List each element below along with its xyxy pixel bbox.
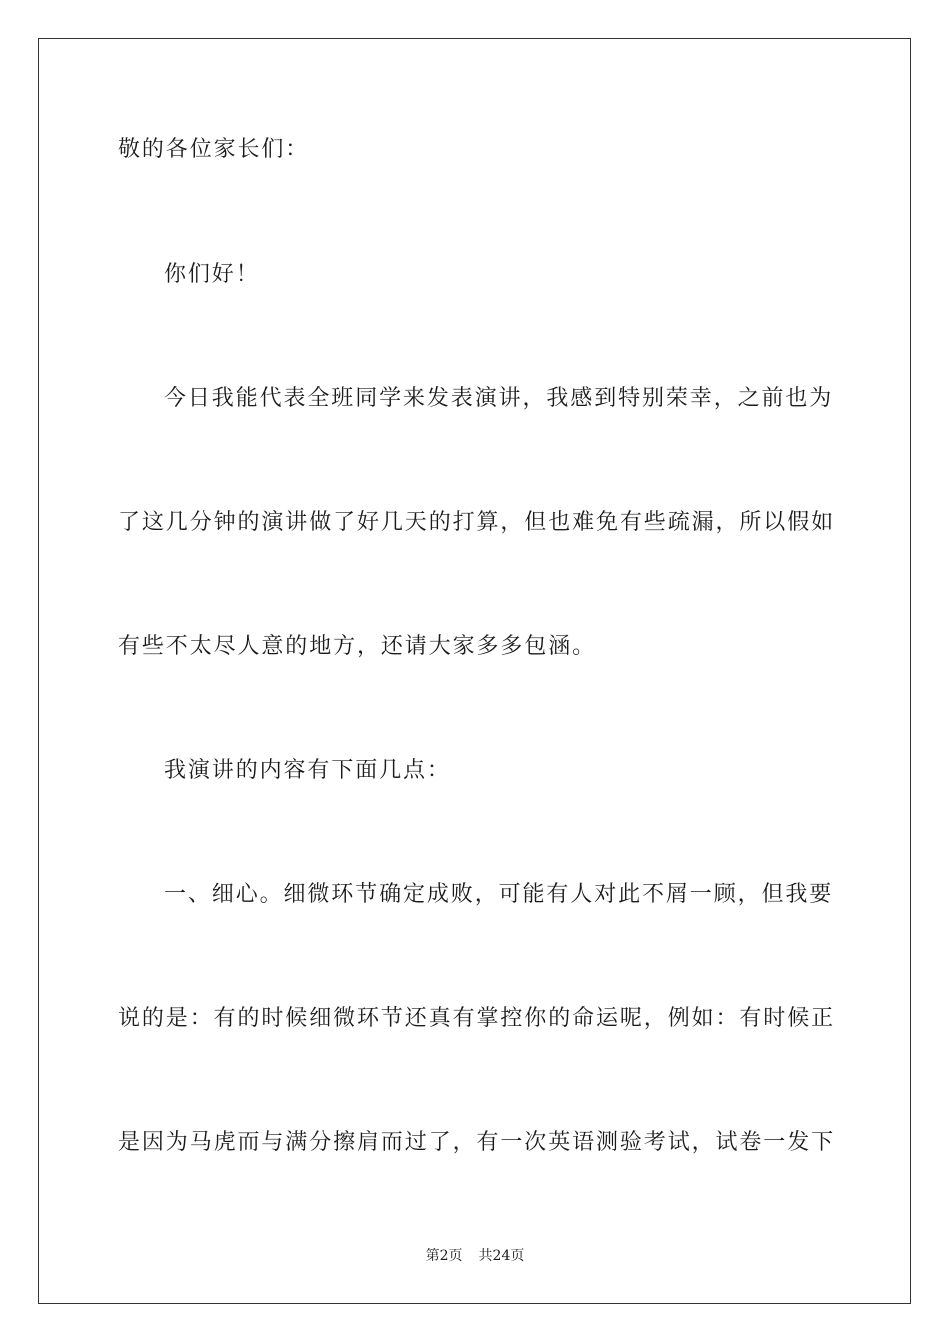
page-border — [38, 38, 911, 1304]
text-line: 我演讲的内容有下面几点： — [164, 758, 451, 783]
page-footer — [0, 1246, 950, 1266]
text-line: 是因为马虎而与满分擦肩而过了，有一次英语测验考试，试卷一发下 — [118, 1130, 836, 1155]
text-line: 有些不太尽人意的地方，还请大家多多包涵。 — [118, 634, 597, 659]
text-line: 敬的各位家长们： — [118, 137, 310, 162]
page-number: 第2页 — [425, 1248, 463, 1264]
total-pages: 共24页 — [478, 1248, 525, 1264]
text-line: 说的是：有的时候细微环节还真有掌控你的命运呢，例如：有时候正 — [118, 1006, 836, 1031]
text-line: 一、细心。细微环节确定成败，可能有人对此不屑一顾，但我要 — [164, 882, 834, 907]
text-line: 了这几分钟的演讲做了好几天的打算，但也难免有些疏漏，所以假如 — [118, 510, 836, 535]
text-line: 今日我能代表全班同学来发表演讲，我感到特别荣幸，之前也为 — [164, 386, 834, 411]
text-line: 你们好！ — [164, 262, 260, 287]
